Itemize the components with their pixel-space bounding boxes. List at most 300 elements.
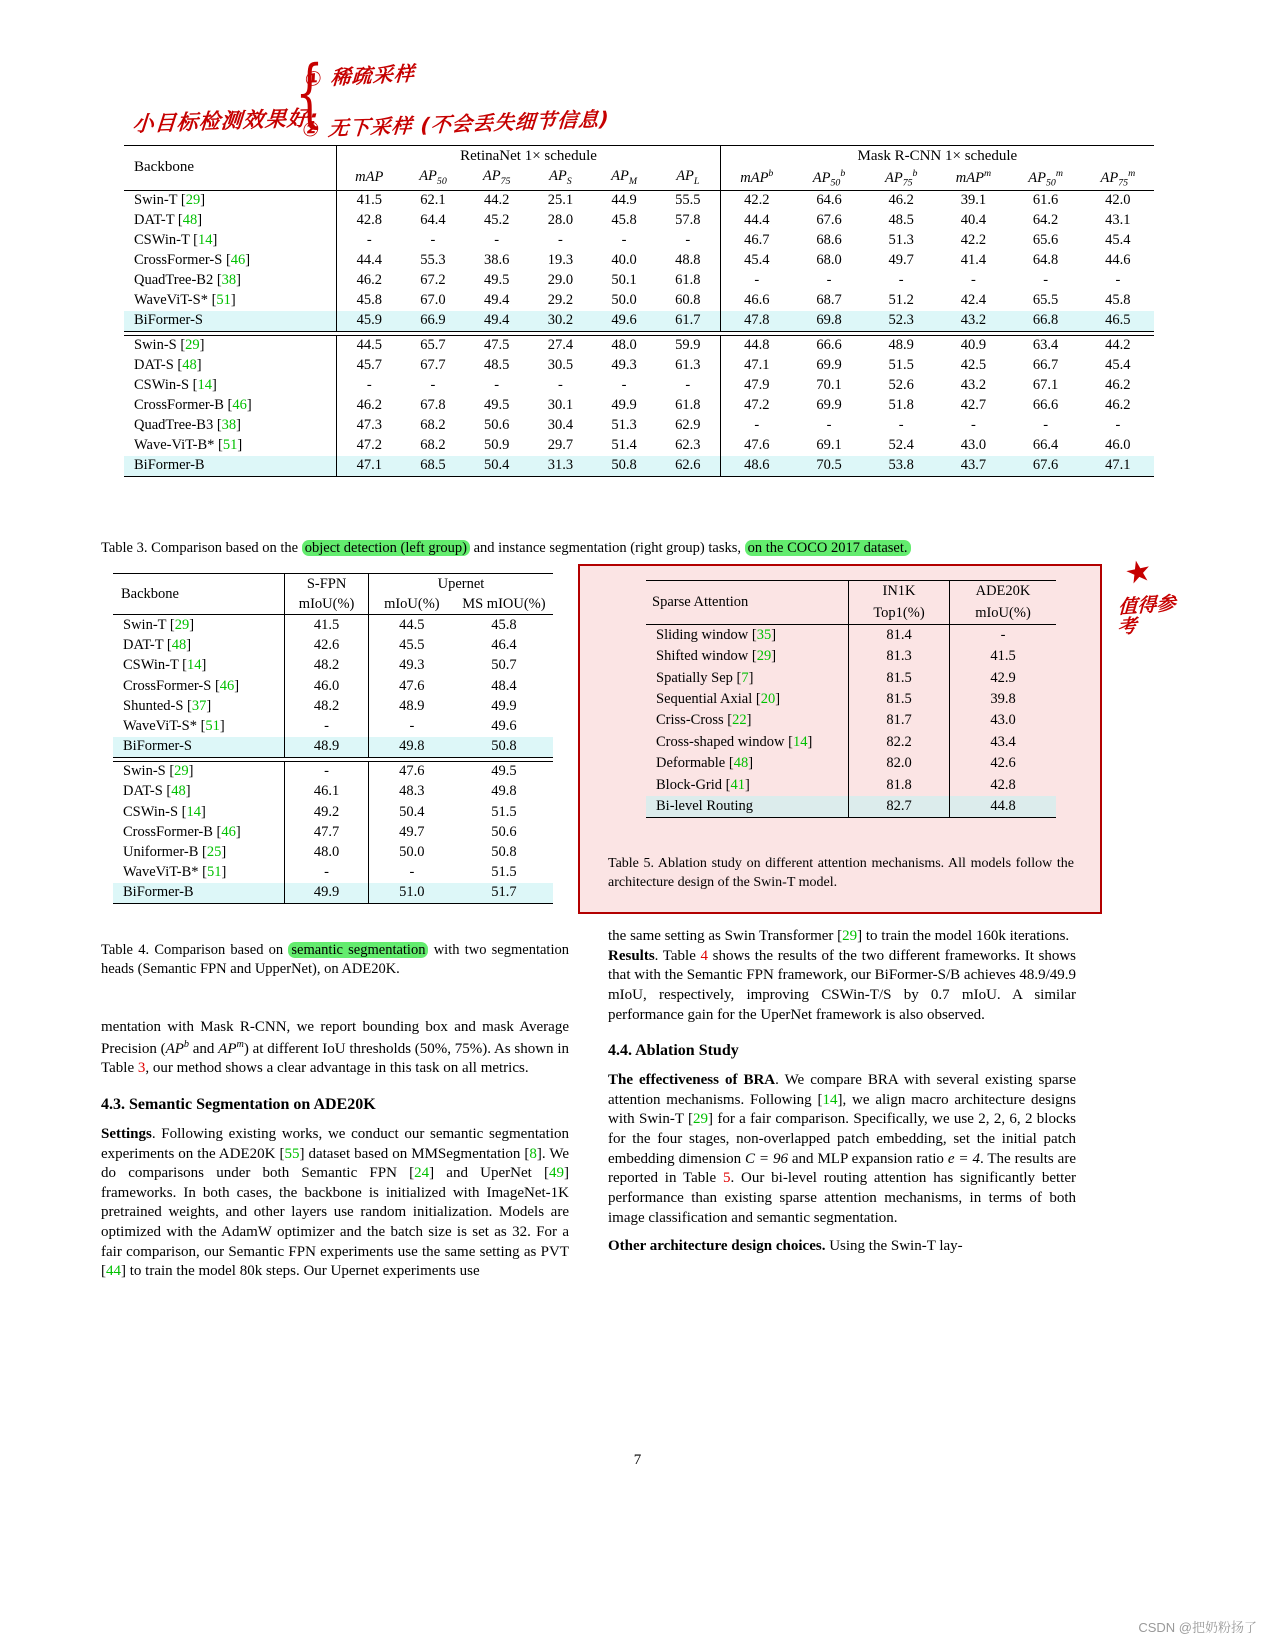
t3-cell: 27.4: [529, 335, 593, 356]
t3-cell: -: [685, 232, 691, 249]
table-row: [124, 291, 1154, 311]
handwritten-note-2: ② 无下采样 (不会丢失细节信息): [301, 106, 611, 142]
t4-row-label: BiFormer-S: [123, 738, 192, 755]
t3-cell: -: [1043, 417, 1049, 434]
t3-cell: 57.8: [675, 212, 701, 229]
t3-cap-part1: Table 3. Comparison based on the: [101, 540, 302, 556]
t3-cell: -: [337, 231, 401, 251]
table-4: [113, 573, 553, 904]
table-row: [113, 636, 553, 656]
table-row: [113, 615, 553, 636]
t3-cell: 52.4: [888, 437, 914, 454]
t3-row-label: WaveViT-S* [51]: [134, 292, 236, 309]
t3-cell: 40.9: [937, 335, 1009, 356]
t4-cell: 49.8: [491, 783, 517, 800]
t3-cell: 65.7: [401, 335, 465, 356]
t5-row-label: Spatially Sep [7]: [656, 669, 754, 686]
t3-cell: 46.7: [720, 231, 793, 251]
t4-cell: -: [285, 716, 369, 736]
t4-cell: -: [285, 863, 369, 883]
table-row: [646, 624, 1056, 646]
table-row: [646, 796, 1056, 818]
t3-header-AP75b: $AP_{75}^b$: [884, 167, 918, 189]
t3-cell: 68.5: [420, 457, 446, 474]
t3-cell: 42.4: [960, 292, 987, 309]
t5-sub-top1: Top1(%): [849, 602, 950, 624]
t4-group-upernet: Upernet: [368, 574, 553, 595]
t3-cell: 45.4: [720, 251, 793, 271]
para-mask-rcnn: [101, 1018, 569, 1079]
t3-cell: -: [494, 377, 500, 394]
t4-group-sfpn: S-FPN: [285, 574, 369, 595]
t4-sub-upernet-miou: mIoU(%): [368, 594, 454, 615]
para-text: mentation with Mask R-CNN, we report bounding box and mask Average Precision (: [101, 1019, 569, 1057]
t4-cell: 48.3: [368, 782, 454, 802]
t4-cell: 51.5: [491, 864, 517, 881]
t4-cell: 50.4: [368, 802, 454, 822]
para-text: . Following existing works, we conduct our semantic segmentation experiments on the ADE20K [: [101, 1125, 569, 1162]
t4-row-label: CSWin-T [14]: [123, 657, 207, 674]
t4-cell: 49.5: [491, 763, 517, 780]
para-text: and: [189, 1040, 219, 1057]
t4-row-label: Swin-T [29]: [113, 615, 285, 636]
t4-sub-upernet-ms-miou: MS mIOU(%): [462, 595, 546, 612]
t3-cell: 46.2: [865, 190, 937, 211]
t3-cell: -: [898, 417, 904, 434]
t3-cell: 45.7: [337, 356, 401, 376]
t5-col-ade20k: ADE20K: [950, 581, 1057, 603]
t3-row-label: CrossFormer-S [46]: [134, 252, 251, 269]
t3-cell: -: [430, 377, 436, 394]
t4-cell: 46.4: [491, 637, 517, 654]
t3-cell: 64.6: [793, 190, 865, 211]
ref-49[interactable]: 49: [549, 1165, 564, 1182]
t4-row-label: DAT-S [48]: [123, 783, 191, 800]
t3-cell: -: [557, 377, 563, 394]
t3-cell: 47.1: [1105, 457, 1131, 474]
t5-cell: 82.2: [849, 732, 950, 753]
t3-cell: 49.4: [483, 312, 510, 329]
t3-header-APS: $AP_S$: [549, 168, 572, 188]
t4-cell: 51.0: [368, 883, 454, 904]
t4-cell: 50.8: [491, 844, 517, 861]
table-row: [646, 732, 1056, 753]
t4-cell: 50.0: [368, 842, 454, 862]
t3-row-label: BiFormer-S: [134, 312, 203, 329]
t3-cell: 69.1: [816, 437, 842, 454]
t5-row-label: Deformable [48]: [656, 755, 754, 772]
t4-cell: 49.9: [491, 697, 517, 714]
t3-cell: 61.3: [675, 357, 701, 374]
t3-cell: 68.2: [420, 417, 446, 434]
t3-cell: 51.5: [888, 357, 914, 374]
ap-b-sup: b: [183, 1038, 189, 1050]
table-row: [124, 251, 1154, 271]
t3-header-mAP: mAP: [337, 166, 401, 190]
t3-cell: 66.6: [1032, 397, 1059, 414]
t5-cell: 39.8: [950, 689, 1057, 710]
t3-cell: 44.8: [720, 335, 793, 356]
t3-cell: 47.2: [720, 396, 793, 416]
t3-row-label: QuadTree-B3 [38]: [134, 417, 242, 434]
table-3: [124, 145, 1154, 477]
t3-cell: -: [430, 232, 436, 249]
t3-row-label: BiFormer-B: [134, 457, 205, 474]
settings-label: Settings: [101, 1125, 152, 1142]
t5-row-label: Shifted window [29]: [656, 648, 777, 665]
t4-cell: 49.9: [285, 883, 369, 904]
t3-cell: 46.2: [337, 396, 401, 416]
t3-cell: 46.0: [1105, 437, 1131, 454]
t5-cell: 81.8: [849, 774, 950, 795]
para-results: [608, 947, 1076, 1026]
table-row: [124, 271, 1154, 291]
table-row: [124, 356, 1154, 376]
t4-cell: 50.8: [491, 738, 517, 755]
page-number: 7: [633, 1452, 642, 1468]
t3-cell: 42.8: [337, 211, 401, 231]
t3-cap-highlight-2: on the COCO 2017 dataset.: [745, 540, 911, 556]
ref-14[interactable]: 14: [822, 1091, 838, 1108]
t5-row-label: Block-Grid [41]: [656, 776, 750, 793]
ap-m-var: AP: [218, 1040, 237, 1057]
para-text: ]. We do comparisons under both Semantic FPN [: [101, 1145, 570, 1182]
t3-cell: 45.8: [1105, 292, 1131, 309]
t3-cell: -: [337, 376, 401, 396]
t5-cell: 81.3: [849, 646, 950, 667]
t5-body: [646, 624, 1056, 818]
t3-cell: 31.3: [547, 457, 574, 474]
table-row: [646, 668, 1056, 689]
t3-cell: 55.3: [420, 252, 446, 269]
table-row: [113, 842, 553, 862]
body-column-right: [608, 927, 1076, 1265]
t3-cell: 49.5: [483, 272, 510, 289]
t3-cell: -: [898, 272, 904, 289]
t3-cell: 39.1: [937, 190, 1009, 211]
section-heading-44: 4.4. Ablation Study: [608, 1042, 739, 1060]
watermark: CSDN @把奶粉扬了: [1138, 1620, 1257, 1635]
t4-cell: 50.7: [491, 657, 517, 674]
t3-cell: 65.6: [1032, 232, 1059, 249]
para-text: ] dataset based on MMSegmentation [: [299, 1145, 530, 1162]
t4-cell: 48.0: [285, 842, 369, 862]
t3-cell: 66.4: [1032, 437, 1059, 454]
t3-cell: 48.8: [675, 252, 701, 269]
ref-29b[interactable]: 29: [693, 1111, 709, 1128]
t3-cell: 46.5: [1105, 312, 1131, 329]
table-row: [124, 436, 1154, 456]
t5-cell: 82.0: [849, 753, 950, 774]
table-4-link[interactable]: 4: [700, 947, 708, 964]
t3-cell: 50.9: [483, 437, 510, 454]
t5-row-label: Cross-shaped window [14]: [656, 733, 813, 750]
t3-cell: 47.2: [337, 436, 401, 456]
t3-header-APM: $AP_M$: [611, 168, 638, 188]
t3-cell: 44.9: [592, 190, 656, 211]
t4-cap-part2: with two segmentation heads (Semantic FPN and UpperNet), on ADE20K.: [101, 942, 569, 978]
t4-cell: 41.5: [285, 615, 369, 636]
table-5-link[interactable]: 5: [722, 1170, 731, 1187]
t3-cell: -: [1043, 272, 1049, 289]
t4-cell: 49.8: [368, 737, 454, 758]
t3-cell: 45.4: [1105, 357, 1131, 374]
t5-cell: 42.6: [950, 753, 1057, 774]
var-e: e = 4: [947, 1150, 980, 1167]
t4-cell: 45.5: [368, 636, 454, 656]
t4-cell: 49.6: [491, 717, 517, 734]
t3-cell: 49.3: [611, 357, 637, 374]
t4-cell: -: [368, 863, 454, 883]
handwritten-brace: {: [295, 50, 324, 136]
t3-cell: 53.8: [888, 457, 914, 474]
t3-cell: 68.7: [816, 292, 842, 309]
t4-cell: -: [285, 761, 369, 782]
table-row: [124, 335, 1154, 356]
t3-cell: 49.9: [611, 397, 637, 414]
t4-body: [113, 615, 553, 904]
ref-44[interactable]: 44: [106, 1263, 121, 1280]
t3-row-label: Swin-T [29]: [124, 190, 337, 211]
t4-cell: 47.7: [285, 822, 369, 842]
para-text: . The results are reported in Table: [608, 1150, 1076, 1187]
t3-row-label: Swin-S [29]: [124, 335, 337, 356]
handwritten-note-right: 值得参考: [1117, 592, 1176, 639]
table-row: [113, 822, 553, 842]
t4-row-label: BiFormer-B: [123, 884, 194, 901]
t3-cell: 47.1: [337, 456, 401, 477]
table-row: [124, 190, 1154, 211]
t3-cell: 25.1: [529, 190, 593, 211]
t4-cell: 49.3: [368, 656, 454, 676]
t3-cell: 29.0: [547, 272, 574, 289]
results-label: Results: [608, 947, 655, 964]
t3-cell: 50.1: [611, 272, 637, 289]
t3-cell: 60.8: [675, 292, 701, 309]
t5-cell: 81.7: [849, 710, 950, 731]
t3-cell: 62.6: [675, 457, 701, 474]
t3-header-AP75m: $AP_{75}^m$: [1100, 167, 1136, 189]
table-row: [113, 883, 553, 904]
t3-cell: 69.8: [816, 312, 842, 329]
t3-cell: -: [970, 272, 976, 289]
t3-cell: 40.4: [960, 212, 987, 229]
table-row: [646, 774, 1056, 795]
t3-cell: 66.7: [1032, 357, 1059, 374]
ref-29[interactable]: 29: [842, 928, 858, 944]
t3-cell: 28.0: [547, 212, 574, 229]
t5-cell: 43.4: [950, 732, 1057, 753]
t3-cell: 43.7: [960, 457, 987, 474]
table-row: [124, 231, 1154, 251]
body-column-left: [101, 1018, 569, 1291]
para-text: ], we align macro architecture designs with Swin-T [: [608, 1091, 1076, 1128]
ref-55[interactable]: 55: [284, 1145, 300, 1162]
para-text: Using the Swin-T lay-: [825, 1237, 963, 1254]
t3-cell: 47.3: [337, 416, 401, 436]
t3-cell: 45.9: [337, 311, 401, 332]
ref-24[interactable]: 24: [414, 1165, 430, 1182]
table-3-link[interactable]: 3: [137, 1060, 146, 1077]
t3-cell: 45.8: [611, 212, 637, 229]
t3-cell: 51.4: [611, 437, 637, 454]
t3-cell: -: [557, 232, 563, 249]
t3-header-AP75: $AP_{75}$: [482, 168, 511, 188]
t3-cell: 64.4: [420, 212, 446, 229]
t3-col-backbone: Backbone: [124, 146, 337, 191]
para-bra: [608, 1071, 1076, 1228]
t5-cell: 42.8: [950, 774, 1057, 795]
t3-cell: 41.5: [337, 190, 401, 211]
para-text: . Table: [654, 947, 701, 964]
t3-cell: 50.8: [611, 457, 637, 474]
table-5-caption: Table 5. Ablation study on different attention mechanisms. All models follow the architecture design of the Swin-T model.: [608, 856, 1074, 890]
t4-cell: 45.8: [455, 615, 553, 636]
para-continued: [608, 927, 1076, 947]
t3-row-label: QuadTree-B2 [38]: [134, 272, 242, 289]
var-c: C = 96: [745, 1150, 788, 1167]
t3-cell: 68.0: [816, 252, 842, 269]
t3-group-retinanet: RetinaNet 1× schedule: [337, 146, 720, 167]
t3-cell: 44.2: [1082, 335, 1154, 356]
t3-cell: 67.0: [420, 292, 446, 309]
t5-cell: 81.5: [849, 689, 950, 710]
table-row: [646, 710, 1056, 731]
t3-cell: 47.6: [720, 436, 793, 456]
table-row: [124, 396, 1154, 416]
para-text: ] to train the model 160k iterations.: [857, 928, 1070, 944]
t4-cell: 47.6: [368, 761, 454, 782]
t4-cell: 46.0: [285, 676, 369, 696]
t3-cell: 42.5: [960, 357, 987, 374]
table-row: [113, 761, 553, 782]
t4-row-label: Swin-S [29]: [123, 763, 194, 780]
t3-cell: 47.5: [465, 335, 529, 356]
t4-row-label: DAT-T [48]: [123, 637, 192, 654]
t4-col-backbone: Backbone: [113, 574, 285, 615]
t3-cell: 51.3: [888, 232, 914, 249]
t3-cell: 52.6: [888, 377, 914, 394]
handwritten-note-1: ① 稀疏采样: [304, 61, 416, 91]
t3-cell: 30.2: [547, 312, 574, 329]
table-bottom-rule: [124, 476, 1154, 477]
t5-cell: 81.4: [849, 624, 950, 646]
t3-cell: 42.2: [960, 232, 987, 249]
t3-header-AP50: $AP_{50}$: [419, 168, 447, 188]
para-other: [608, 1237, 1076, 1257]
t3-cell: 45.2: [483, 212, 510, 229]
table-3-caption: [101, 539, 1097, 558]
table-row: [646, 753, 1056, 774]
t4-cell: 48.4: [491, 677, 517, 694]
t3-header-AP50b: $AP_{50}^b$: [812, 167, 846, 189]
t3-cell: 30.1: [547, 397, 574, 414]
table-row: [113, 782, 553, 802]
t3-cell: 67.1: [1032, 377, 1059, 394]
t3-cell: 44.5: [337, 335, 401, 356]
t3-cell: 41.4: [960, 252, 987, 269]
table-row: [646, 646, 1056, 667]
table-row: [113, 716, 553, 736]
t4-cap-highlight: semantic segmentation: [288, 942, 428, 958]
t3-cell: 68.2: [420, 437, 446, 454]
ref-8[interactable]: 8: [529, 1145, 537, 1162]
table-row: [113, 656, 553, 676]
t3-cell: 49.7: [888, 252, 914, 269]
t3-cell: -: [685, 377, 691, 394]
table-row: [124, 376, 1154, 396]
t3-cell: -: [720, 271, 793, 291]
t4-cell: 44.5: [368, 615, 454, 636]
t3-cell: 47.1: [720, 356, 793, 376]
t3-cell: 50.4: [483, 457, 510, 474]
t3-cell: 29.7: [547, 437, 574, 454]
t5-cell: 43.0: [950, 710, 1057, 731]
table-bottom-rule: [113, 904, 553, 905]
t3-cell: 43.2: [960, 377, 987, 394]
para-text: . Our bi-level routing attention has significantly better performance than existing sparse attention mechanisms, in terms of both image classification and semantic segmentation.: [608, 1170, 1077, 1226]
t5-cell: 41.5: [950, 646, 1057, 667]
t4-sub-sfpn-miou: mIoU(%): [285, 594, 369, 615]
t3-cell: 48.9: [865, 335, 937, 356]
t5-cell: 82.7: [849, 796, 950, 818]
para-text: ] for a fair comparison. Specifically, we use 2, 2, 6, 2 blocks for the four stages, non-overlapped patch embedding, set the initial patch embedding dimension: [608, 1111, 1076, 1167]
t3-cell: 42.0: [1082, 190, 1154, 211]
t3-cell: 48.6: [720, 456, 793, 477]
para-text: ] frameworks. In both cases, the backbone is initialized with ImageNet-1K pretrained weights, and other layers use random initialization. Models are optimized with the AdamW optimizer and the batch size is set as 32. For a fair comparison, our Semantic FPN experiments use the same setting as PVT [: [101, 1165, 569, 1280]
t4-row-label: WaveViT-S* [51]: [123, 717, 225, 734]
t3-cell: 67.6: [816, 212, 842, 229]
t4-row-label: WaveViT-B* [51]: [123, 864, 227, 881]
t3-row-label: DAT-S [48]: [134, 357, 202, 374]
table-row: [113, 863, 553, 883]
t3-cell: 68.6: [816, 232, 842, 249]
para-text: . We compare BRA with several existing sparse attention mechanisms. Following [: [608, 1072, 1076, 1108]
t3-cell: 42.7: [960, 397, 987, 414]
t5-cell: -: [950, 624, 1057, 646]
t3-cell: 43.1: [1105, 212, 1131, 229]
para-text: shows the results of the two different frameworks. It shows that with the Semantic FPN framework, our BiFormer-S/B achieves 48.9/49.9 mIoU, respectively, improving CSWin-T/S by 0.7 mIoU. A similar performance gain for the UperNet framework is also observed.: [608, 947, 1076, 1023]
t3-cell: -: [970, 417, 976, 434]
t4-cell: 51.7: [491, 884, 517, 901]
t5-cell: 42.9: [950, 668, 1057, 689]
t3-cell: 52.3: [888, 312, 914, 329]
table-row: [113, 696, 553, 716]
t3-cell: -: [621, 377, 627, 394]
t3-cell: 67.7: [420, 357, 446, 374]
t3-cell: 50.6: [483, 417, 510, 434]
t3-cell: 66.6: [793, 335, 865, 356]
t3-cell: 70.5: [816, 457, 842, 474]
table-4-caption: [101, 941, 569, 979]
t3-cell: 44.2: [465, 190, 529, 211]
table-row: [113, 676, 553, 696]
t3-cell: 67.8: [420, 397, 446, 414]
t5-row-label: Bi-level Routing: [656, 797, 754, 814]
para-settings: [101, 1125, 569, 1282]
t3-cell: 47.9: [720, 376, 793, 396]
t3-cell: 49.5: [483, 397, 510, 414]
t3-cell: 61.8: [675, 272, 701, 289]
t3-cell: -: [826, 272, 832, 289]
table-row: [113, 737, 553, 758]
t3-row-label: CrossFormer-B [46]: [134, 397, 252, 414]
t3-cell: 55.5: [656, 190, 720, 211]
t3-cell: 44.4: [337, 251, 401, 271]
t3-cell: 46.6: [720, 291, 793, 311]
t5-cell: 81.5: [849, 668, 950, 689]
t3-cell: 49.6: [611, 312, 637, 329]
